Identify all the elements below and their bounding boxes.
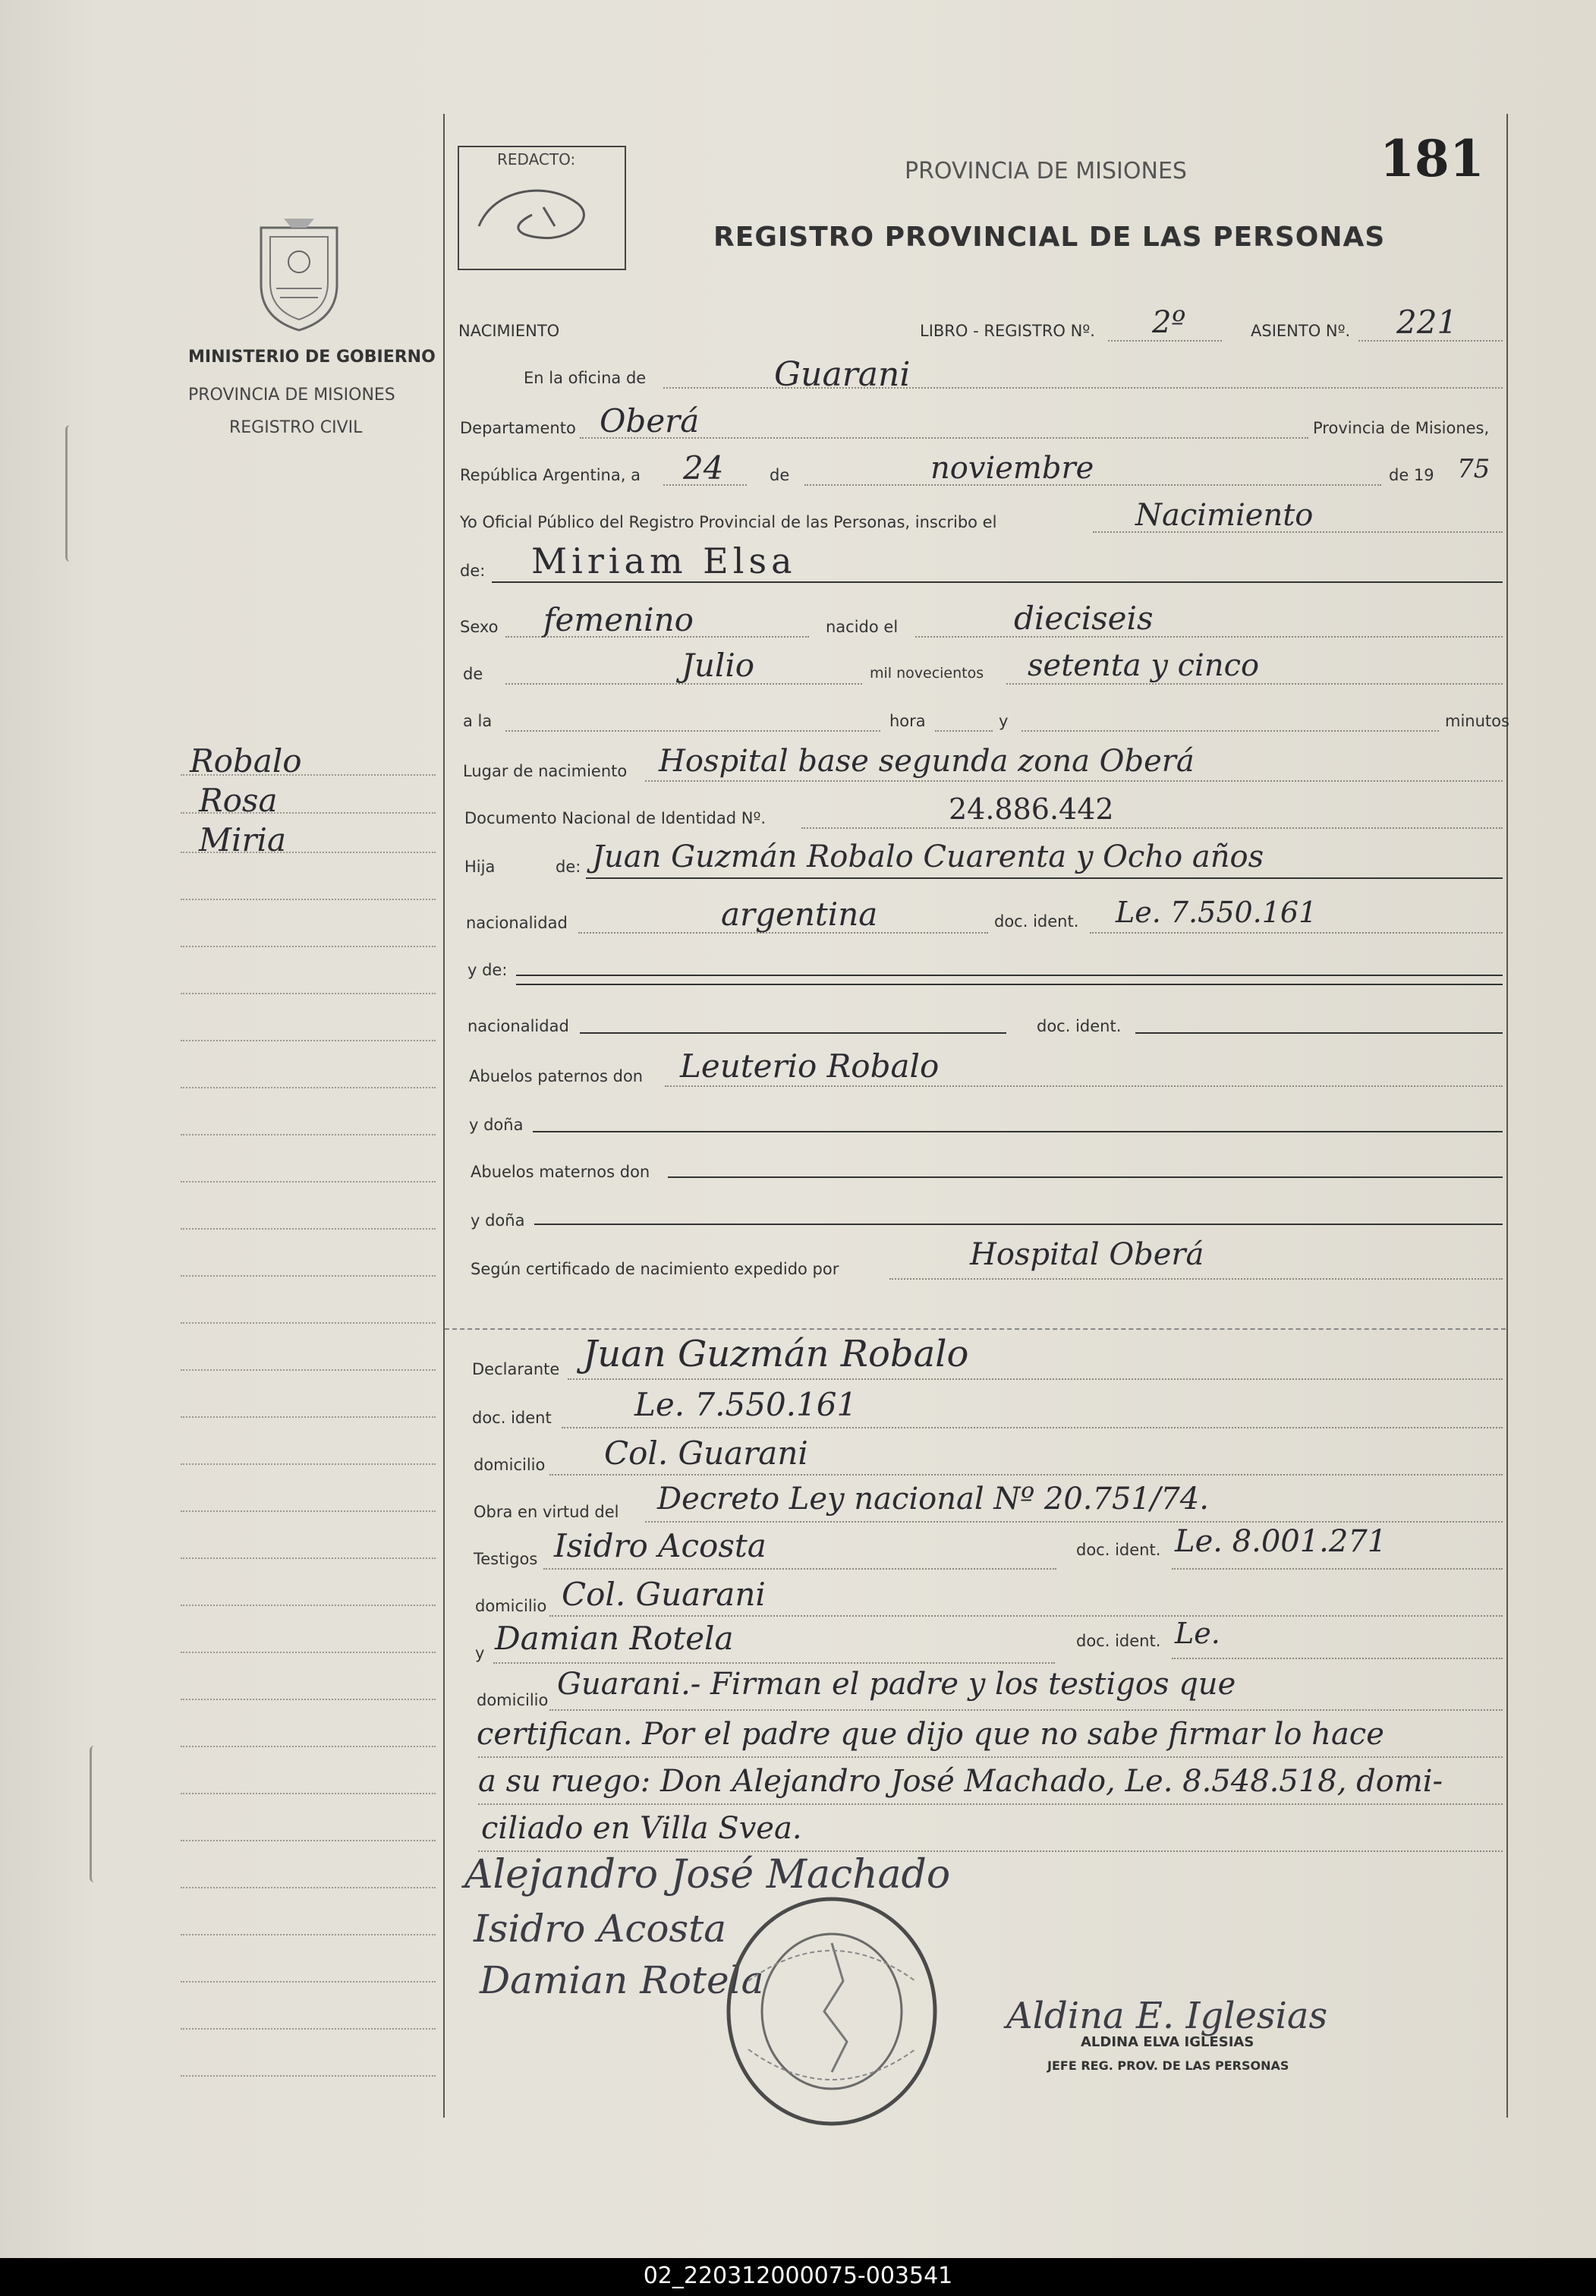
dni-value: 24.886.442 xyxy=(949,792,1114,826)
margin-line xyxy=(181,1510,436,1512)
domicilio-2-value: Col. Guarani xyxy=(562,1576,766,1613)
margin-line xyxy=(181,1557,436,1559)
nacionalidad-1-label: nacionalidad xyxy=(466,914,568,932)
dia-value: 24 xyxy=(683,449,724,487)
margin-line xyxy=(181,1181,436,1183)
mes-value: noviembre xyxy=(930,451,1094,486)
nacionalidad-1-value: argentina xyxy=(721,896,878,933)
abuela-p-line xyxy=(533,1131,1503,1132)
doc-testigo-1-value: Le. 8.001.271 xyxy=(1175,1524,1387,1559)
sexo-value: femenino xyxy=(543,601,694,638)
asiento-label: ASIENTO Nº. xyxy=(1251,322,1351,340)
nacido-value: dieciseis xyxy=(1014,600,1154,637)
mes-nac-value: Julio xyxy=(682,647,755,684)
margin-line xyxy=(181,1369,436,1371)
y-label: y xyxy=(999,712,1009,730)
left-frame-line xyxy=(443,114,445,2118)
margin-line xyxy=(181,774,436,776)
sexo-label: Sexo xyxy=(460,618,499,636)
margin-line xyxy=(181,1793,436,1794)
padre-value: Juan Guzmán Robalo Cuarenta y Ocho años xyxy=(592,839,1264,874)
margin-line xyxy=(181,946,436,947)
margin-line xyxy=(181,1605,436,1606)
margin-line xyxy=(181,1746,436,1747)
margin-line xyxy=(181,1887,436,1888)
doc-testigo-2-label: doc. ident. xyxy=(1076,1632,1161,1650)
domicilio-3-label: domicilio xyxy=(477,1691,549,1709)
domicilio-1-label: domicilio xyxy=(474,1456,546,1474)
doc-1-label: doc. ident. xyxy=(994,912,1079,931)
mes-nac-de-label: de xyxy=(463,665,483,683)
doc-t2-line xyxy=(1172,1658,1503,1659)
domicilio-2-label: domicilio xyxy=(475,1597,547,1615)
act-type-label: NACIMIENTO xyxy=(458,322,560,340)
margin-line xyxy=(181,1134,436,1135)
madre-line-2 xyxy=(516,984,1503,985)
libro-label: LIBRO - REGISTRO Nº. xyxy=(920,322,1095,340)
anio-value: 75 xyxy=(1457,454,1491,484)
asiento-value: 221 xyxy=(1396,304,1458,341)
nombre-value: Miriam Elsa xyxy=(531,540,797,581)
y-dona-1-label: y doña xyxy=(469,1116,524,1134)
margin-name-2: Rosa xyxy=(199,782,278,819)
oficial-stamp-title: JEFE REG. PROV. DE LAS PERSONAS xyxy=(1047,2058,1289,2073)
margin-line xyxy=(181,2075,436,2077)
oficina-label: En la oficina de xyxy=(524,369,647,387)
certificado-value: Hospital Oberá xyxy=(970,1237,1204,1272)
padre-line xyxy=(586,877,1503,879)
testigo-1-value: Isidro Acosta xyxy=(554,1527,767,1564)
observacion-line-1-text: certifican. Por el padre que dijo que no sabe firmar lo hace xyxy=(477,1717,1384,1752)
certificado-line xyxy=(889,1278,1503,1280)
testigo-2-value: Damian Rotela xyxy=(495,1620,734,1657)
obra-value: Decreto Ley nacional Nº 20.751/74. xyxy=(657,1482,1209,1516)
observacion-line-2-text: a su ruego: Don Alejandro José Machado, Le. 8.548.518, domi- xyxy=(478,1764,1443,1799)
ala-line xyxy=(505,730,880,732)
doc-t1-line xyxy=(1172,1568,1503,1570)
margin-line xyxy=(181,812,436,814)
abuelos-maternos-label: Abuelos maternos don xyxy=(471,1163,650,1181)
dni-line xyxy=(801,827,1503,829)
image-footer-bar xyxy=(0,2258,1596,2296)
ministry-line-1: MINISTERIO DE GOBIERNO xyxy=(188,348,436,367)
margin-line xyxy=(181,1228,436,1230)
margin-line xyxy=(181,1699,436,1700)
hijo-de-label: de: xyxy=(556,858,581,876)
signature-machado: Alejandro José Machado xyxy=(464,1852,951,1898)
testigo-2-y-label: y xyxy=(475,1644,485,1662)
minutos-label: minutos xyxy=(1445,712,1509,730)
obra-line xyxy=(645,1521,1503,1523)
domicilio-1-value: Col. Guarani xyxy=(604,1435,808,1472)
testigo1-line xyxy=(543,1568,1056,1570)
dni-label: Documento Nacional de Identidad Nº. xyxy=(464,809,767,827)
domicilio3-line xyxy=(549,1709,1503,1711)
departamento-label: Departamento xyxy=(460,419,576,437)
redacto-initials-mark xyxy=(464,173,615,264)
nac2-line xyxy=(580,1032,1006,1034)
abuelos-paternos-value: Leuterio Robalo xyxy=(680,1047,940,1085)
abuelos-m-line xyxy=(668,1176,1503,1178)
margin-line xyxy=(181,1840,436,1841)
ministry-line-2: PROVINCIA DE MISIONES xyxy=(188,386,395,405)
registry-title: REGISTRO PROVINCIAL DE LAS PERSONAS xyxy=(713,222,1386,253)
folio-number: 181 xyxy=(1380,129,1484,188)
margin-line xyxy=(181,1981,436,1983)
declarante-value: Juan Guzmán Robalo xyxy=(583,1333,969,1375)
departamento-value: Oberá xyxy=(600,402,700,439)
abuelos-p-line xyxy=(665,1085,1503,1087)
libro-line xyxy=(1108,340,1222,342)
margin-line xyxy=(181,1087,436,1088)
redacto-box xyxy=(458,146,626,270)
hora-line xyxy=(935,730,993,732)
republica-label: República Argentina, a xyxy=(460,466,641,484)
ministry-line-3: REGISTRO CIVIL xyxy=(229,418,363,437)
hijo-label: Hija xyxy=(464,858,496,876)
nacionalidad-2-label: nacionalidad xyxy=(467,1017,569,1035)
nacido-label: nacido el xyxy=(826,618,899,636)
nombre-line xyxy=(492,581,1503,583)
nombre-label: de: xyxy=(460,562,486,580)
observacion-line-2 xyxy=(478,1803,1503,1805)
obra-label: Obra en virtud del xyxy=(474,1503,619,1521)
margin-line xyxy=(181,1275,436,1277)
nacido-line xyxy=(915,636,1503,638)
certificado-label: Según certificado de nacimiento expedido por xyxy=(471,1260,839,1278)
margin-line xyxy=(181,1322,436,1324)
doc-declarante-value: Le. 7.550.161 xyxy=(634,1386,858,1423)
anio-label: de 19 xyxy=(1389,466,1434,484)
signature-rotela: Damian Rotela xyxy=(480,1958,764,2002)
declarante-label: Declarante xyxy=(472,1360,560,1378)
doc-declarante-label: doc. ident xyxy=(472,1409,552,1427)
madre-line-1 xyxy=(516,975,1503,976)
doc-1-value: Le. 7.550.161 xyxy=(1116,896,1317,929)
margin-line xyxy=(181,1652,436,1653)
right-frame-line xyxy=(1506,114,1508,2118)
doc-testigo-1-label: doc. ident. xyxy=(1076,1541,1161,1559)
margin-line xyxy=(181,2028,436,2030)
doc-2-label: doc. ident. xyxy=(1037,1017,1122,1035)
margin-line xyxy=(181,993,436,994)
y-de-label: y de: xyxy=(467,961,508,979)
signature-oficial: Aldina E. Iglesias xyxy=(1006,1995,1328,2037)
province-heading: PROVINCIA DE MISIONES xyxy=(905,158,1187,184)
lugar-line xyxy=(645,780,1503,782)
margin-line xyxy=(181,1040,436,1041)
doc1-line xyxy=(1090,932,1503,934)
oficina-value: Guarani xyxy=(774,355,911,394)
minutos-line xyxy=(1022,730,1439,732)
margin-line xyxy=(181,1416,436,1418)
margin-line xyxy=(181,1463,436,1465)
domicilio-3-value: Guarani.- Firman el padre y los testigos que xyxy=(557,1667,1236,1702)
domicilio1-line xyxy=(549,1474,1503,1476)
anio-nac-line xyxy=(1006,683,1503,685)
image-identifier: 02_220312000075-003541 xyxy=(643,2263,953,2289)
libro-value: 2º xyxy=(1152,305,1186,340)
lugar-label: Lugar de nacimiento xyxy=(463,762,628,780)
margin-name-3: Miria xyxy=(199,821,286,858)
abuelos-paternos-label: Abuelos paternos don xyxy=(469,1067,644,1085)
y-dona-2-label: y doña xyxy=(471,1211,525,1230)
lugar-value: Hospital base segunda zona Oberá xyxy=(659,744,1195,779)
provincia-label: Provincia de Misiones, xyxy=(1313,419,1490,437)
binding-mark-bottom xyxy=(90,1746,99,1882)
fecha-de-label: de xyxy=(770,466,790,484)
redacto-label: REDACTO: xyxy=(497,150,576,168)
testigo2-line xyxy=(493,1662,1055,1664)
oficial-label: Yo Oficial Público del Registro Provincial de las Personas, inscribo el xyxy=(460,513,997,531)
a-la-label: a la xyxy=(463,712,493,730)
testigos-label: Testigos xyxy=(474,1550,538,1568)
binding-mark-top xyxy=(65,425,75,562)
section-divider xyxy=(445,1328,1506,1330)
doc-testigo-2-value: Le. xyxy=(1175,1617,1220,1650)
doc2-line xyxy=(1135,1032,1503,1034)
official-seal-stamp xyxy=(718,1890,946,2133)
oficial-stamp-name: ALDINA ELVA IGLESIAS xyxy=(1081,2034,1254,2050)
margin-line xyxy=(181,899,436,900)
declarante-line xyxy=(568,1378,1503,1380)
observacion-line-1 xyxy=(478,1756,1503,1758)
margin-line xyxy=(181,852,436,853)
anio-nac-value: setenta y cinco xyxy=(1028,648,1260,683)
signature-acosta: Isidro Acosta xyxy=(474,1907,727,1951)
inscribo-value: Nacimiento xyxy=(1135,498,1314,533)
mil-label: mil novecientos xyxy=(870,665,984,682)
margin-line xyxy=(181,1934,436,1935)
domicilio2-line xyxy=(549,1615,1503,1617)
abuela-m-line xyxy=(534,1224,1503,1225)
docdecl-line xyxy=(562,1427,1503,1428)
hora-label: hora xyxy=(889,712,926,730)
margin-name-1: Robalo xyxy=(190,742,302,780)
observacion-line-3-text: ciliado en Villa Svea. xyxy=(481,1811,802,1846)
coat-of-arms-emblem xyxy=(246,213,352,334)
